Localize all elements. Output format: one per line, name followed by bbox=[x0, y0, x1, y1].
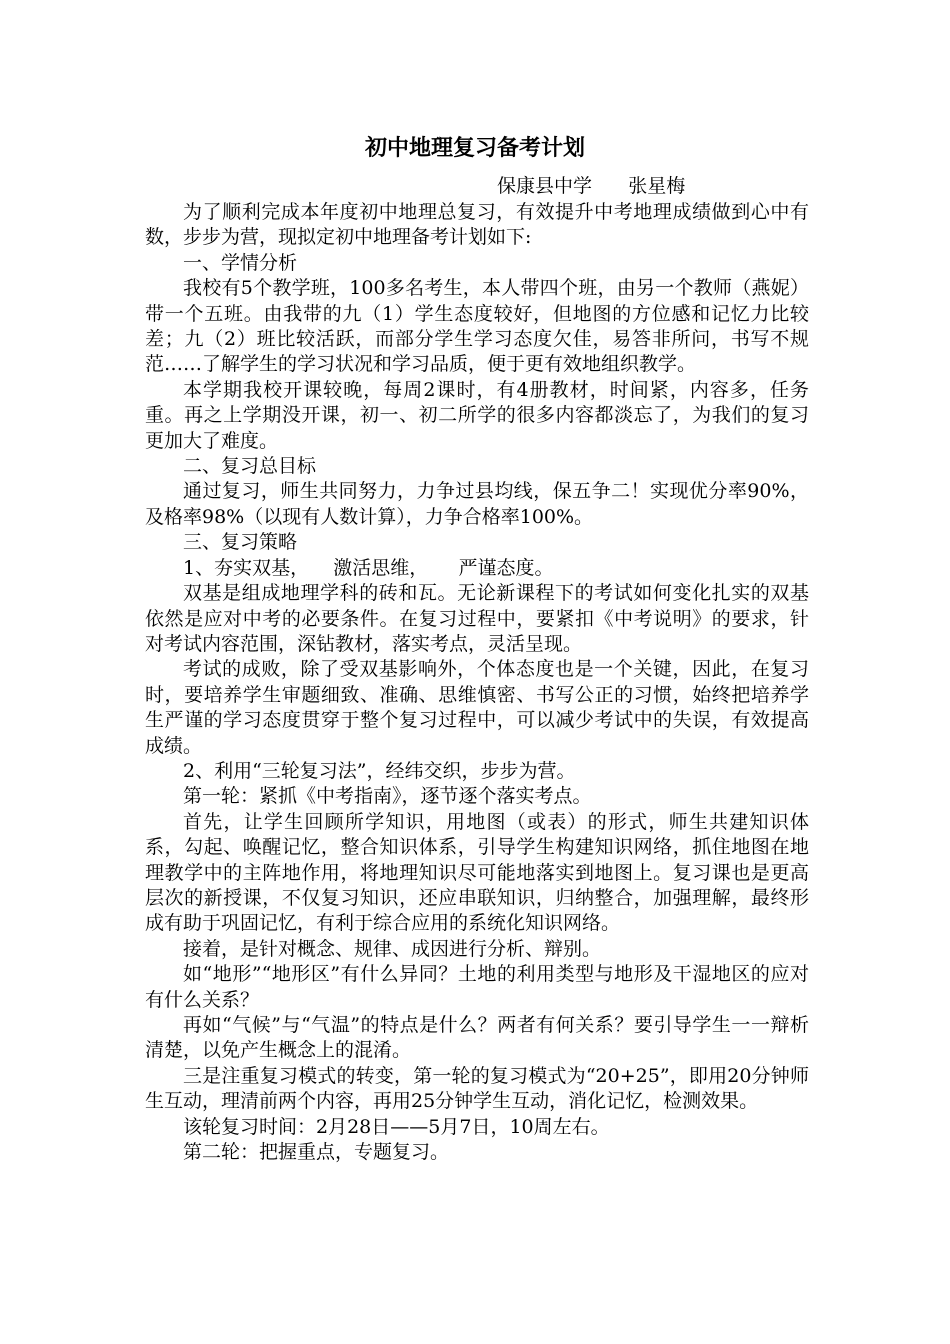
paragraph: 双基是组成地理学科的砖和瓦。无论新课程下的考试如何变化扎实的双基依然是应对中考的必要条件。在复习过程中，要紧扣《中考说明》的要求，针对考试内容范围，深钻教材，落实考点，灵活呈现。 bbox=[145, 582, 809, 655]
author-line: 保康县中学 张星梅 bbox=[497, 175, 686, 197]
paragraph: 首先，让学生回顾所学知识，用地图（或表）的形式，师生共建知识体系，勾起、唤醒记忆，整合知识体系，引导学生构建知识网络，抓住地图在地理教学中的主阵地作用，将地理知识尽可能地落实到地图上。复习课也是更高层次的新授课，不仅复习知识，还应串联知识，归纳整合，加强理解，最终形成有助于巩固记忆，有利于综合应用的系统化知识网络。 bbox=[145, 810, 809, 935]
subheading: 第二轮：把握重点，专题复习。 bbox=[183, 1141, 450, 1164]
paragraph: 我校有5个教学班，100多名考生，本人带四个班，由另一个教师（燕妮）带一个五班。由我带的九（1）学生态度较好，但地图的方位感和记忆力比较差；九（2）班比较活跃，而部分学生学习态度欠佳，易答非所问，书写不规范……了解学生的学习状况和学习品质，便于更有效地组织教学。 bbox=[145, 277, 809, 376]
subheading: 2、利用“三轮复习法”，经纬交织，步步为营。 bbox=[183, 759, 576, 782]
section-heading: 一、学情分析 bbox=[183, 251, 298, 274]
section-heading: 二、复习总目标 bbox=[183, 455, 317, 478]
paragraph: 如“地形”“地形区”有什么异同？土地的利用类型与地形及干湿地区的应对有什么关系？ bbox=[145, 963, 809, 1011]
document-body bbox=[145, 200, 809, 1165]
paragraph: 再如“气候”与“气温”的特点是什么？两者有何关系？要引导学生一一辩析清楚，以免产生概念上的混淆。 bbox=[145, 1014, 809, 1062]
paragraph: 该轮复习时间：2月28日——5月7日，10周左右。 bbox=[183, 1115, 610, 1138]
paragraph: 通过复习，师生共同努力，力争过县均线，保五争二！实现优分率90%，及格率98%（以现有人数计算），力争合格率100%。 bbox=[145, 480, 809, 528]
subheading: 1、夯实双基， 激活思维， 严谨态度。 bbox=[183, 556, 554, 579]
paragraph: 考试的成败，除了受双基影响外，个体态度也是一个关键，因此，在复习时，要培养学生审题细致、准确、思维慎密、书写公正的习惯，始终把培养学生严谨的学习态度贯穿于整个复习过程中，可以减少考试中的失误，有效提高成绩。 bbox=[145, 658, 809, 757]
paragraph: 为了顺利完成本年度初中地理总复习，有效提升中考地理成绩做到心中有数，步步为营，现拟定初中地理备考计划如下: bbox=[145, 201, 809, 249]
document-title: 初中地理复习备考计划 bbox=[364, 136, 585, 161]
section-heading: 三、复习策略 bbox=[183, 531, 298, 554]
paragraph: 三是注重复习模式的转变，第一轮的复习模式为“20+25”，即用20分钟师生互动，理清前两个内容，再用25分钟学生互动，消化记忆，检测效果。 bbox=[145, 1064, 809, 1113]
subheading: 第一轮：紧抓《中考指南》，逐节逐个落实考点。 bbox=[183, 785, 592, 808]
paragraph: 本学期我校开课较晚，每周2课时，有4册教材，时间紧，内容多，任务重。再之上学期没开课，初一、初二所学的很多内容都淡忘了，为我们的复习更加大了难度。 bbox=[145, 378, 809, 452]
paragraph: 接着，是针对概念、规律、成因进行分析、辩别。 bbox=[183, 937, 602, 960]
